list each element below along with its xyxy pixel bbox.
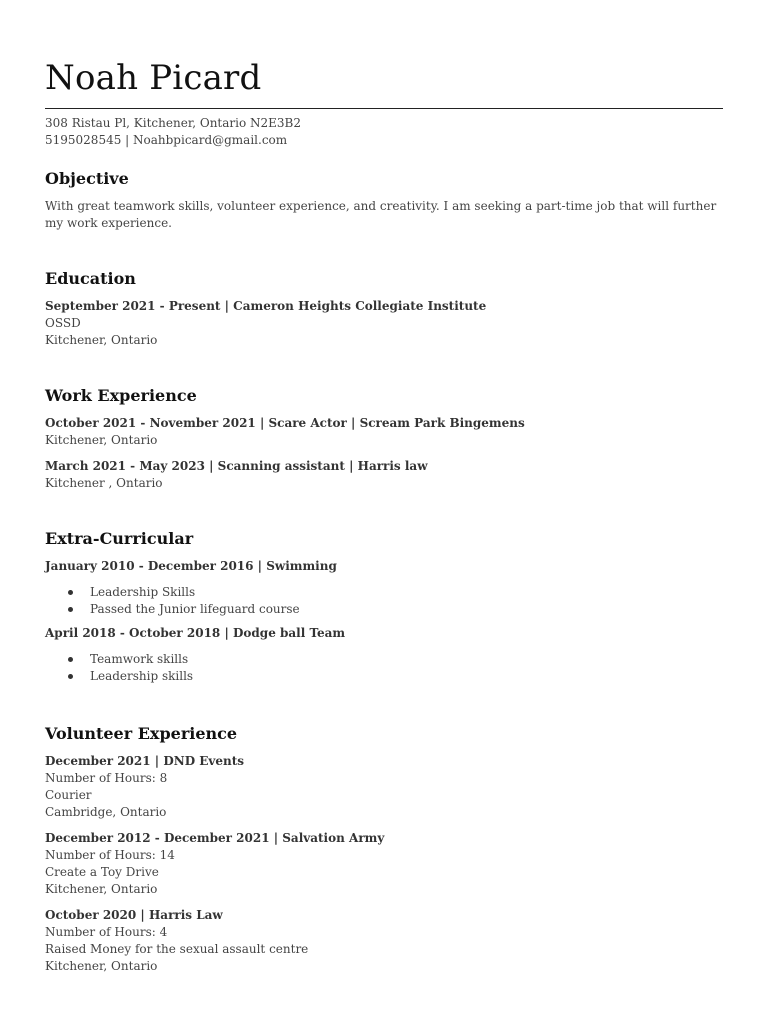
volunteer-section [45, 724, 723, 984]
bullet-icon [68, 674, 73, 679]
entry-heading: April 2018 - October 2018 | Dodge ball Team [45, 626, 346, 640]
entry-heading: September 2021 - Present | Cameron Heights Collegiate Institute [45, 299, 487, 313]
entry-line: Kitchener, Ontario [45, 959, 158, 973]
entry-line: Kitchener, Ontario [45, 882, 158, 896]
entry-line: Courier [45, 788, 92, 802]
entry-line: Number of Hours: 8 [45, 771, 168, 785]
address: 308 Ristau Pl, Kitchener, Ontario N2E3B2 [45, 116, 302, 130]
bullet-icon [68, 590, 73, 595]
bullet-item: Teamwork skills [45, 651, 723, 668]
entry-line: OSSD [45, 316, 81, 330]
entry-line: Kitchener, Ontario [45, 333, 158, 347]
entry-line: Cambridge, Ontario [45, 805, 167, 819]
bullet-list [45, 584, 723, 618]
volunteer-entry [45, 753, 723, 821]
education-entry [45, 298, 723, 349]
entry-heading: March 2021 - May 2023 | Scanning assistant | Harris law [45, 459, 428, 473]
entry-line: Kitchener, Ontario [45, 433, 158, 447]
bullet-icon [68, 607, 73, 612]
entry-line: Kitchener , Ontario [45, 476, 163, 490]
work-entry [45, 415, 723, 449]
phone-email: 5195028545 | Noahbpicard@gmail.com [45, 133, 288, 147]
bullet-item: Leadership Skills [45, 584, 723, 601]
volunteer-entry [45, 907, 723, 975]
section-title-volunteer: Volunteer Experience [45, 724, 238, 743]
section-title-work: Work Experience [45, 386, 197, 405]
entry-line: Create a Toy Drive [45, 865, 159, 879]
section-title-extracurricular: Extra-Curricular [45, 529, 194, 548]
entry-heading: October 2020 | Harris Law [45, 908, 223, 922]
header-divider [45, 108, 723, 109]
section-title-education: Education [45, 269, 136, 288]
entry-line: Raised Money for the sexual assault centre [45, 942, 309, 956]
extracurricular-section [45, 529, 723, 692]
work-section [45, 386, 723, 501]
entry-line: Number of Hours: 4 [45, 925, 168, 939]
entry-line: Number of Hours: 14 [45, 848, 175, 862]
objective-section [45, 169, 723, 232]
entry-heading: December 2021 | DND Events [45, 754, 245, 768]
entry-heading: December 2012 - December 2021 | Salvation Army [45, 831, 385, 845]
candidate-name: Noah Picard [45, 58, 262, 98]
section-title-objective: Objective [45, 169, 129, 188]
entry-heading: January 2010 - December 2016 | Swimming [45, 559, 337, 573]
work-entry [45, 458, 723, 492]
entry-heading: October 2021 - November 2021 | Scare Actor | Scream Park Bingemens [45, 416, 525, 430]
bullet-item: Passed the Junior lifeguard course [45, 601, 723, 618]
volunteer-entry [45, 830, 723, 898]
bullet-icon [68, 657, 73, 662]
education-section [45, 269, 723, 358]
bullet-item: Leadership skills [45, 668, 723, 685]
objective-text: With great teamwork skills, volunteer experience, and creativity. I am seeking a part-time job that will further my work experience. [45, 199, 717, 230]
contact-info [45, 115, 301, 149]
bullet-list [45, 651, 723, 685]
